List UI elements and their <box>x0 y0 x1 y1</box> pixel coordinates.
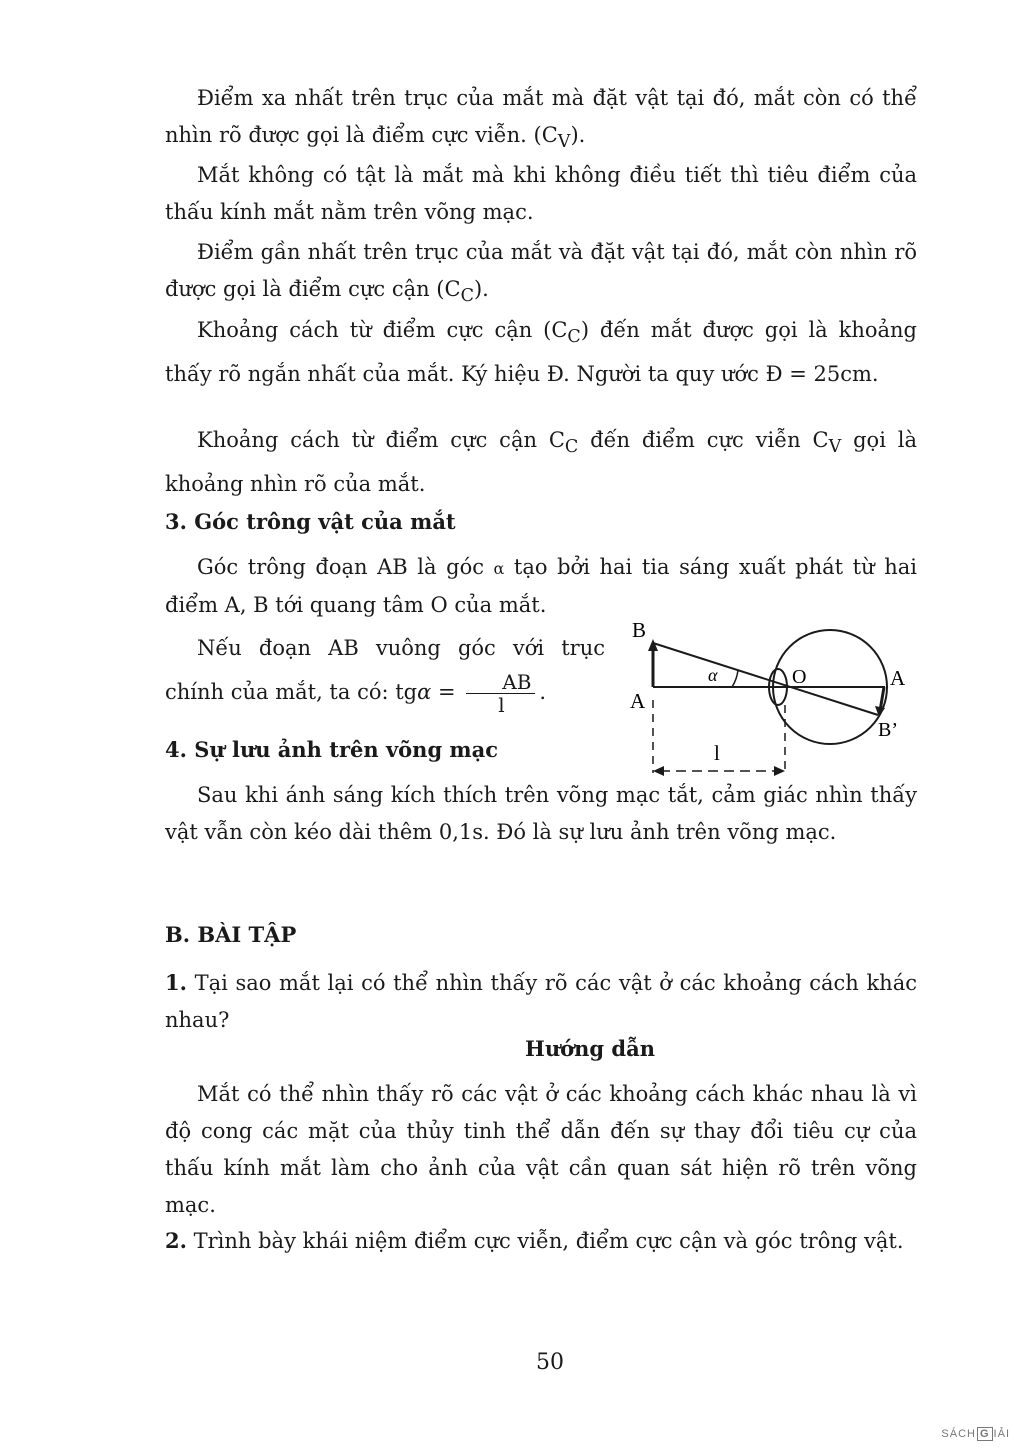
page-number: 50 <box>536 1350 564 1375</box>
paragraph-tangent-formula: Nếu đoạn AB vuông góc với trục chính của mắt, ta có: tgα = $\frac{AB}{l}$ . <box>165 636 605 717</box>
label-l: l <box>714 741 720 765</box>
visual-angle-diagram <box>620 615 920 795</box>
guide-heading: Hướng dẫn <box>525 1036 655 1061</box>
ray-b-to-b-prime <box>653 643 878 715</box>
label-o: O <box>792 666 807 688</box>
dim-arrow-right <box>774 766 785 776</box>
publisher-logo: SÁCH G IẢI <box>941 1428 1010 1440</box>
paragraph-range-of-vision: Khoảng cách từ điểm cực cận $C_C$ đến điểm cực viễn $C_V$ gọi là khoảng nhìn rõ của mắt. <box>165 428 917 497</box>
label-a-left: A <box>630 689 646 713</box>
angle-arc <box>732 670 738 687</box>
question-1: 1. Tại sao mắt lại có thể nhìn thấy rõ các vật ở các khoảng cách khác nhau? <box>165 970 917 1032</box>
label-b: B <box>632 618 647 642</box>
answer-1: Mắt có thể nhìn thấy rõ các vật ở các khoảng cách khác nhau là vì độ cong các mặt của thủy tinh thể dẫn đến sự thay đổi tiêu cự của thấu kính mắt làm cho ảnh của vật cần quan sát hiện rõ trên võng mạc. <box>165 1082 917 1217</box>
paragraph-far-point: Điểm xa nhất trên trục của mắt mà đặt vật tại đó, mắt còn có thể nhìn rõ được gọi là điểm cực viễn. $(C_V)$. <box>165 86 917 153</box>
label-b-prime: B’ <box>878 719 898 741</box>
paragraph-near-point: Điểm gần nhất trên trục của mắt và đặt vật tại đó, mắt còn nhìn rõ được gọi là điểm cực cận $(C_C)$. <box>165 240 917 307</box>
paragraph-least-distance: Khoảng cách từ điểm cực cận $(C_C)$ đến mắt được gọi là khoảng thấy rõ ngắn nhất của mắt. Ký hiệu Đ. Người ta quy ước Đ = 25cm. <box>165 318 917 387</box>
label-a-right: A <box>890 666 906 690</box>
dim-arrow-left <box>653 766 664 776</box>
section-3-heading: 3. Góc trông vật của mắt <box>165 509 456 534</box>
section-4-heading: 4. Sự lưu ảnh trên võng mạc <box>165 737 499 762</box>
paragraph-persistence: Sau khi ánh sáng kích thích trên võng mạc tắt, cảm giác nhìn thấy vật vẫn còn kéo dài thêm 0,1s. Đó là sự lưu ảnh trên võng mạc. <box>165 783 917 844</box>
question-2: 2. Trình bày khái niệm điểm cực viễn, điểm cực cận và góc trông vật. <box>165 1228 904 1253</box>
label-alpha: α <box>708 665 718 685</box>
alpha-symbol: α <box>493 559 505 578</box>
paragraph-normal-eye: Mắt không có tật là mắt mà khi không điều tiết thì tiêu điểm của thấu kính mắt nằm trên võng mạc. <box>165 163 917 224</box>
section-b-heading: B. BÀI TẬP <box>165 922 297 947</box>
paragraph-visual-angle: Góc trông đoạn AB là góc α tạo bởi hai tia sáng xuất phát từ hai điểm A, B tới quang tâm O của mắt. <box>165 555 917 617</box>
fraction-ab-over-l: $\frac{AB}{l}$ <box>466 671 535 716</box>
